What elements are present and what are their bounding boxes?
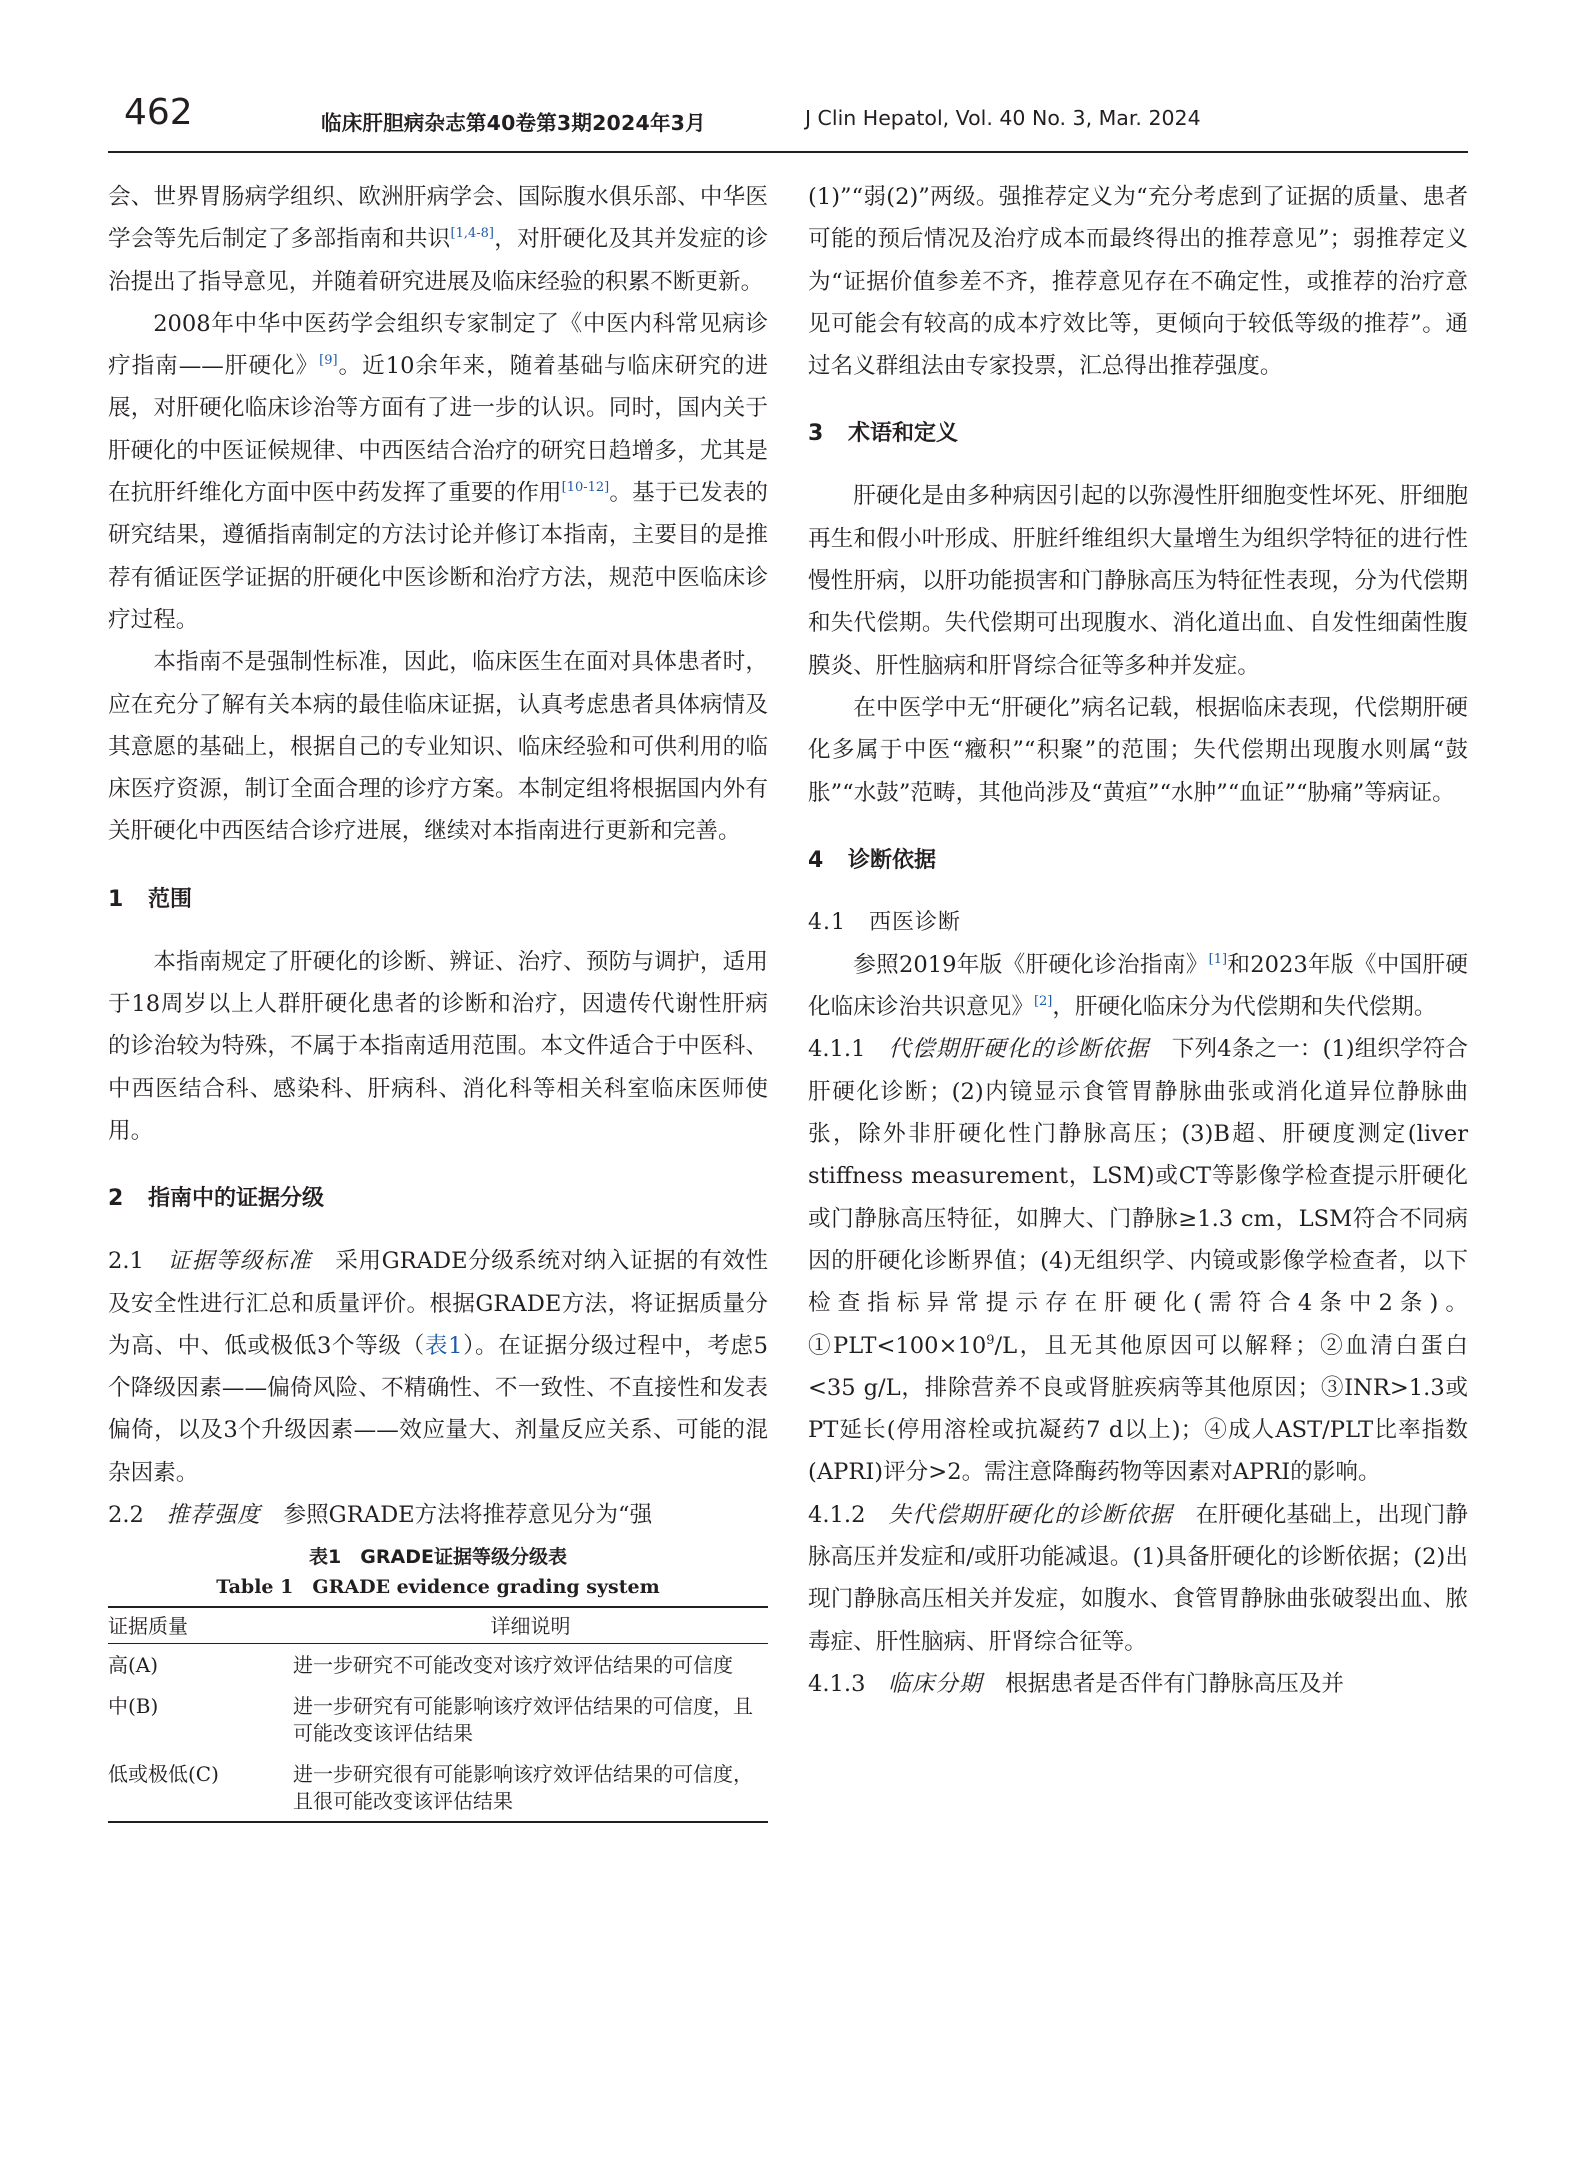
table-link[interactable]: 表1: [424, 1332, 463, 1359]
section-number: 3: [808, 421, 824, 447]
paragraph-text: /L，且无其他原因可以解释；②血清白蛋白<35 g/L，排除营养不良或肾脏疾病等其他原因；③INR>1.3或PT延长(停用溶栓或抗凝药7 d以上)；④成人AST/PLT比率指数(APRI)评分>2。需注意降酶药物等因素对APRI的影响。: [808, 1332, 1468, 1486]
table-title-cn: 表1 GRADE证据等级分级表: [309, 1546, 567, 1569]
subsection-number: 4.1.2: [808, 1501, 866, 1528]
paragraph-text: 。近10余年来，随着基础与临床研究的进展，对肝硬化临床诊治等方面有了进一步的认识。同时，国内关于肝硬化的中医证候规律、中西医结合治疗的研究日趋增多，尤其是在抗肝纤维化方面中医中药发挥了重要的作用: [108, 353, 768, 507]
paragraph-text: 采用GRADE分级系统对纳入证据的有效性及安全性进行汇总和质量评价。根据GRADE方法，将证据质量分为高、中、低或极低3个等级（: [108, 1248, 769, 1359]
paragraph-western-diagnosis: [808, 944, 1468, 1029]
paragraph-definition: 肝硬化是由多种病因引起的以弥漫性肝细胞变性坏死、肝细胞再生和假小叶形成、肝脏纤维组织大量增生为组织学特征的进行性慢性肝病，以肝功能损害和门静脉高压为特征性表现，分为代偿期和失代偿期。失代偿期可出现腹水、消化道出血、自发性细菌性腹膜炎、肝性脑病和肝肾综合征等多种并发症。: [808, 483, 1468, 679]
table-cell: 进一步研究很有可能影响该疗效评估结果的可信度，且很可能改变该评估结果: [293, 1753, 768, 1822]
citation[interactable]: [1]: [1208, 951, 1228, 967]
section-title: 术语和定义: [848, 421, 959, 447]
paragraph-text: ，对肝硬化及其并发症的诊治提出了指导意见，并随着研究进展及临床经验的积累不断更新。: [108, 226, 769, 295]
paragraph-text: 2008年中华中医药学会组织专家制定了《中医内科常见病诊疗指南——肝硬化》: [108, 310, 768, 380]
paragraph-decompensated-criteria: [808, 1494, 1468, 1663]
subsection-label: 失代偿期肝硬化的诊断依据: [888, 1501, 1173, 1528]
paragraph-evidence-standard: [108, 1240, 768, 1494]
table-cell: 进一步研究不可能改变对该疗效评估结果的可信度: [293, 1653, 733, 1678]
paragraph-text: 在肝硬化基础上，出现门静脉高压并发症和/或肝功能减退。(1)具备肝硬化的诊断依据；(2)出现门静脉高压相关并发症，如腹水、食管胃静脉曲张破裂出血、脓毒症、肝性脑病、肝肾综合征等。: [808, 1501, 1469, 1655]
paragraph-recommendation-strength: [108, 1494, 768, 1536]
citation[interactable]: [2]: [1033, 994, 1053, 1010]
header-rule: [108, 151, 1468, 153]
paragraph-clinical-staging: [808, 1663, 1468, 1705]
table-row: [108, 1685, 768, 1753]
table-header-row: [108, 1607, 768, 1644]
table-title-en: Table 1 GRADE evidence grading system: [216, 1576, 660, 1599]
right-column: [808, 176, 1468, 1705]
paragraph-text: 下列4条之一：(1)组织学符合肝硬化诊断；(2)内镜显示食管胃静脉曲张或消化道异位静脉曲张，除外非肝硬化性门静脉高压；(3)B超、肝硬度测定(liver stiffness measurement，LSM)或CT等影像学检查提示肝硬化或门静脉高压特征，如脾大、门静脉≥1.3 cm，LSM符合不同病因的肝硬化诊断界值；(4)无组织学、内镜或影像学检查者，以下检查指标异常提示存在肝硬化(需符合4条中2条)。①PLT<100×10: [808, 1036, 1469, 1359]
paragraph-history: [108, 303, 768, 641]
paragraph-text: 参照2019年版《肝硬化诊治指南》: [853, 951, 1209, 978]
subsection-number: 4.1.1: [808, 1036, 866, 1063]
table-header-cell: 证据质量: [108, 1607, 293, 1644]
citation[interactable]: [10-12]: [561, 480, 610, 496]
grade-table: [108, 1606, 768, 1823]
paragraph-tcm-terms: 在中医学中无“肝硬化”病名记载，根据临床表现，代偿期肝硬化多属于中医“癥积”“积聚”的范围；失代偿期出现腹水则属“鼓胀”“水鼓”范畴，其他尚涉及“黄疸”“水肿”“血证”“胁痛”等病证。: [808, 694, 1468, 806]
journal-title-en: J Clin Hepatol, Vol. 40 No. 3, Mar. 2024: [805, 106, 1201, 130]
section-heading-evidence: [108, 1178, 768, 1220]
subsection-heading-western: 4.1 西医诊断: [808, 909, 961, 935]
subsection-number: 2.2: [108, 1502, 144, 1529]
subsection-label: 代偿期肝硬化的诊断依据: [888, 1036, 1150, 1063]
subsection-number: 4.1.3: [808, 1670, 866, 1697]
subsection-label: 证据等级标准: [167, 1248, 313, 1275]
journal-title-cn: 临床肝胆病杂志第40卷第3期2024年3月: [321, 111, 706, 135]
section-number: 1: [108, 886, 124, 912]
paragraph-intro-continued: [108, 176, 768, 303]
paragraph-text: 。基于已发表的研究结果，遵循指南制定的方法讨论并修订本指南，主要目的是推荐有循证医学证据的肝硬化中医诊断和治疗方法，规范中医临床诊疗过程。: [108, 480, 769, 633]
table-header-cell: 详细说明: [293, 1607, 768, 1644]
left-column: [108, 176, 768, 1823]
section-heading-terms: [808, 413, 1468, 455]
table-row: [108, 1753, 768, 1822]
paragraph-text: ，肝硬化临床分为代偿期和失代偿期。: [1052, 994, 1437, 1021]
citation[interactable]: [1,4-8]: [450, 226, 494, 242]
paragraph-text: 和2023年版《中国肝硬化临床诊治共识意见》: [808, 951, 1469, 1021]
table-cell: 高(A): [108, 1653, 159, 1678]
section-title: 范围: [148, 886, 193, 912]
table-cell: 中(B): [108, 1694, 159, 1719]
paragraph-text: 会、世界胃肠病学组织、欧洲肝病学会、国际腹水俱乐部、中华医学会等先后制定了多部指南和共识: [108, 184, 768, 253]
section-heading-diagnosis: [808, 840, 1468, 882]
citation[interactable]: [9]: [319, 353, 338, 369]
paragraph-text: ）。在证据分级过程中，考虑5个降级因素——偏倚风险、不精确性、不一致性、不直接性和发表偏倚，以及3个升级因素——效应量大、剂量反应关系、可能的混杂因素。: [108, 1332, 769, 1486]
table-cell: 进一步研究有可能影响该疗效评估结果的可信度，且可能改变该评估结果: [293, 1694, 753, 1746]
section-number: 2: [108, 1186, 124, 1212]
paragraph-disclaimer: 本指南不是强制性标准，因此，临床医生在面对具体患者时，应在充分了解有关本病的最佳临床证据，认真考虑患者具体病情及其意愿的基础上，根据自己的专业知识、临床经验和可供利用的临床医疗资源，制订全面合理的诊疗方案。本制定组将根据国内外有关肝硬化中西医结合诊疗进展，继续对本指南进行更新和完善。: [108, 649, 768, 845]
table-cell: 低或极低(C): [108, 1753, 293, 1822]
section-title: 指南中的证据分级: [148, 1186, 325, 1212]
subsection-label: 临床分期: [888, 1670, 983, 1697]
subsection-label: 推荐强度: [166, 1502, 261, 1529]
section-number: 4: [808, 847, 824, 873]
paragraph-recommendation-definition: (1)”“弱(2)”两级。强推荐定义为“充分考虑到了证据的质量、患者可能的预后情况及治疗成本而最终得出的推荐意见”；弱推荐定义为“证据价值参差不齐，推荐意见存在不确定性，或推荐的治疗意见可能会有较高的成本疗效比等，更倾向于较低等级的推荐”。通过名义群组法由专家投票，汇总得出推荐强度。: [808, 184, 1468, 380]
paragraph-compensated-criteria: [808, 1028, 1468, 1493]
section-heading-scope: [108, 879, 768, 921]
page-number: 462: [124, 92, 193, 133]
superscript: 9: [986, 1332, 995, 1348]
subsection-number: 2.1: [108, 1248, 144, 1275]
section-title: 诊断依据: [848, 847, 937, 873]
paragraph-text: 参照GRADE方法将推荐意见分为“强: [283, 1502, 653, 1529]
paragraph-scope: 本指南规定了肝硬化的诊断、辨证、治疗、预防与调护，适用于18周岁以上人群肝硬化患者的诊断和治疗，因遗传代谢性肝病的诊治较为特殊，不属于本指南适用范围。本文件适合于中医科、中西医结合科、感染科、肝病科、消化科等相关科室临床医师使用。: [108, 948, 768, 1144]
running-header: [108, 92, 1468, 152]
table-row: [108, 1644, 768, 1686]
paragraph-text: 根据患者是否伴有门静脉高压及并: [1005, 1670, 1344, 1697]
